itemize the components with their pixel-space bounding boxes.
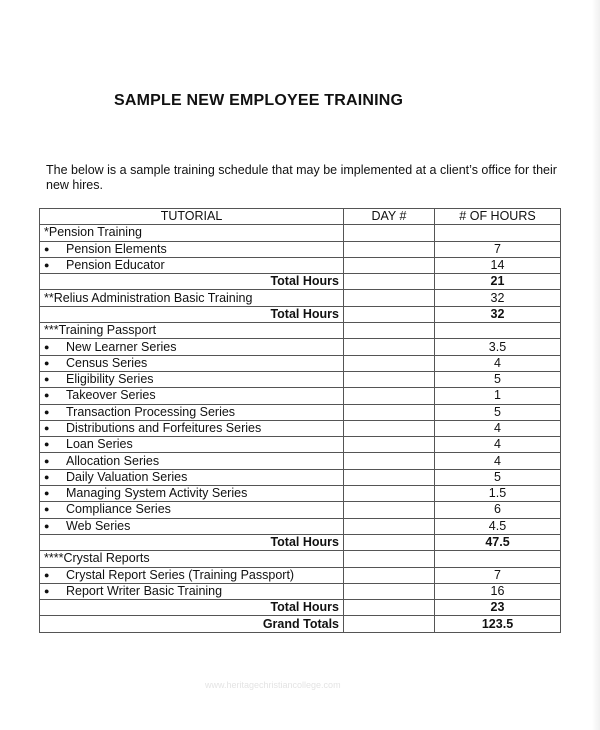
hours-cell [435,323,561,339]
document-title: SAMPLE NEW EMPLOYEE TRAINING [114,92,404,109]
table-row [40,551,561,567]
bullet-icon: ● [44,455,50,466]
table-row [40,518,561,534]
hours-cell: 4 [435,355,561,371]
tutorial-label: Daily Valuation Series [66,469,188,484]
bullet-icon: ● [44,504,50,515]
table-row [40,241,561,257]
hours-cell: 7 [435,241,561,257]
table-row [40,225,561,241]
day-cell [344,420,435,436]
day-cell [344,306,435,322]
bullet-icon: ● [44,390,50,401]
table-row [40,437,561,453]
tutorial-item-cell [40,437,344,453]
tutorial-item-cell [40,469,344,485]
total-label-cell: Total Hours [40,600,344,616]
total-label-cell: Total Hours [40,534,344,550]
table-row [40,257,561,273]
table-row [40,534,561,550]
tutorial-label: Managing System Activity Series [66,486,248,501]
watermark-text: www.heritagechristiancollege.com [205,680,341,690]
table-row [40,567,561,583]
tutorial-item-cell [40,371,344,387]
tutorial-label: Eligibility Series [66,372,154,387]
hours-cell: 5 [435,469,561,485]
table-row [40,404,561,420]
hours-cell: 6 [435,502,561,518]
bullet-icon: ● [44,406,50,417]
hours-cell: 1.5 [435,486,561,502]
day-cell [344,551,435,567]
tutorial-item-cell [40,388,344,404]
tutorial-label: New Learner Series [66,339,177,354]
day-cell [344,534,435,550]
table-row [40,339,561,355]
tutorial-label: Takeover Series [66,388,156,403]
day-cell [344,323,435,339]
tutorial-item-cell [40,420,344,436]
day-cell [344,567,435,583]
tutorial-label: Allocation Series [66,453,160,468]
bullet-icon: ● [44,374,50,385]
table-body [40,225,561,632]
table-row [40,486,561,502]
page-edge [592,0,600,730]
hours-cell: 5 [435,404,561,420]
tutorial-label: Census Series [66,355,148,370]
table-row [40,583,561,599]
hours-cell: 32 [435,290,561,306]
section-label-cell: ****Crystal Reports [40,551,344,567]
tutorial-label: Pension Elements [66,241,167,256]
header-day: DAY # [344,209,435,225]
day-cell [344,600,435,616]
bullet-icon: ● [44,471,50,482]
day-cell [344,388,435,404]
tutorial-item-cell [40,502,344,518]
bullet-icon: ● [44,243,50,254]
tutorial-label: Loan Series [66,437,133,452]
day-cell [344,371,435,387]
tutorial-label: Crystal Report Series (Training Passport) [66,567,295,582]
tutorial-label: Pension Educator [66,258,165,273]
header-hours: # OF HOURS [435,209,561,225]
day-cell [344,404,435,420]
hours-cell: 47.5 [435,534,561,550]
tutorial-label: Transaction Processing Series [66,404,236,419]
table-row [40,453,561,469]
bullet-icon: ● [44,488,50,499]
day-cell [344,518,435,534]
hours-cell: 23 [435,600,561,616]
tutorial-item-cell [40,453,344,469]
table-row [40,600,561,616]
table-row [40,355,561,371]
tutorial-item-cell [40,404,344,420]
table-row [40,371,561,387]
bullet-icon: ● [44,260,50,271]
bullet-icon: ● [44,569,50,580]
day-cell [344,616,435,632]
table-row [40,420,561,436]
day-cell [344,583,435,599]
tutorial-item-cell [40,583,344,599]
day-cell [344,241,435,257]
tutorial-item-cell [40,518,344,534]
tutorial-label: Web Series [66,518,131,533]
training-schedule-table [39,208,561,633]
table-header-row [40,209,561,225]
hours-cell: 1 [435,388,561,404]
day-cell [344,274,435,290]
intro-paragraph: The below is a sample training schedule that may be implemented at a client’s office for their new hires. [46,163,557,192]
section-label-cell: *Pension Training [40,225,344,241]
hours-cell [435,225,561,241]
tutorial-item-cell [40,241,344,257]
hours-cell: 21 [435,274,561,290]
table-row [40,616,561,632]
day-cell [344,502,435,518]
day-cell [344,225,435,241]
table-row [40,290,561,306]
bullet-icon: ● [44,439,50,450]
day-cell [344,486,435,502]
table-row [40,502,561,518]
hours-cell: 32 [435,306,561,322]
hours-cell: 5 [435,371,561,387]
bullet-icon: ● [44,357,50,368]
header-tutorial: TUTORIAL [40,209,344,225]
day-cell [344,437,435,453]
hours-cell: 4 [435,437,561,453]
total-label-cell: Total Hours [40,306,344,322]
section-label-cell: **Relius Administration Basic Training [40,290,344,306]
hours-cell: 7 [435,567,561,583]
table-row [40,388,561,404]
tutorial-label: Report Writer Basic Training [66,583,223,598]
day-cell [344,257,435,273]
hours-cell [435,551,561,567]
day-cell [344,290,435,306]
hours-cell: 14 [435,257,561,273]
hours-cell: 16 [435,583,561,599]
table-row [40,469,561,485]
table-row [40,274,561,290]
hours-cell: 3.5 [435,339,561,355]
total-label-cell: Total Hours [40,274,344,290]
bullet-icon: ● [44,520,50,531]
day-cell [344,339,435,355]
bullet-icon: ● [44,423,50,433]
table-row [40,306,561,322]
tutorial-item-cell [40,355,344,371]
tutorial-label: Compliance Series [66,502,171,517]
day-cell [344,453,435,469]
hours-cell: 4.5 [435,518,561,534]
day-cell [344,355,435,371]
bullet-icon: ● [44,341,50,352]
hours-cell: 123.5 [435,616,561,632]
tutorial-item-cell [40,567,344,583]
table-row [40,323,561,339]
tutorial-label: Distributions and Forfeitures Series [66,421,262,435]
day-cell [344,469,435,485]
tutorial-item-cell [40,339,344,355]
tutorial-item-cell [40,486,344,502]
hours-cell: 4 [435,420,561,436]
hours-cell: 4 [435,453,561,469]
tutorial-item-cell [40,257,344,273]
total-label-cell: Grand Totals [40,616,344,632]
section-label-cell: ***Training Passport [40,323,344,339]
bullet-icon: ● [44,585,50,596]
